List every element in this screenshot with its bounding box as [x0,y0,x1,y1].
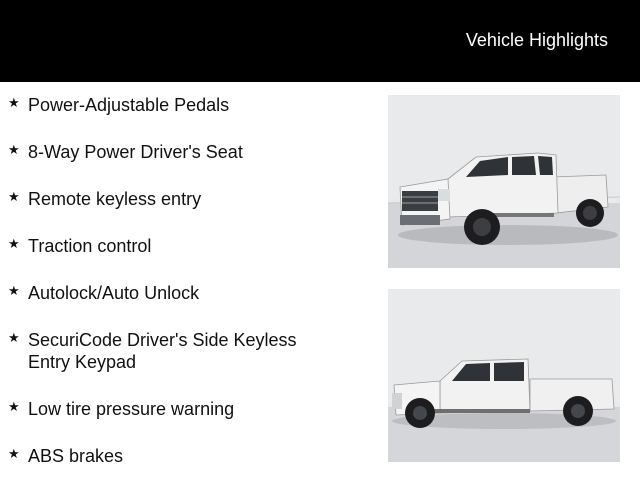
feature-item [8,445,368,467]
feature-label: Power-Adjustable Pedals [28,95,230,115]
feature-label: ABS brakes [28,446,124,466]
star-icon: ★ [8,143,20,158]
feature-label: SecuriCode Driver's Side Keyless Entry Keypad [28,330,297,372]
page-title: Vehicle Highlights [465,30,608,50]
star-icon: ★ [8,237,20,252]
feature-label: Autolock/Auto Unlock [28,283,200,303]
star-icon: ★ [8,284,20,299]
feature-item [8,398,368,420]
truck-side-image [388,289,620,462]
feature-label: Remote keyless entry [28,189,202,209]
header-bar [0,0,640,82]
feature-label: Traction control [28,236,152,256]
feature-label: Low tire pressure warning [28,399,235,419]
feature-label: 8-Way Power Driver's Seat [28,142,243,162]
star-icon: ★ [8,190,20,205]
star-icon: ★ [8,447,20,462]
star-icon: ★ [8,400,20,415]
feature-item [8,282,368,304]
star-icon: ★ [8,331,20,346]
feature-item [8,94,368,116]
star-icon: ★ [8,96,20,111]
feature-list [8,94,368,492]
vehicle-photo-side[interactable] [388,289,620,462]
vehicle-photo-front[interactable] [388,95,620,268]
feature-item [8,235,368,257]
feature-item [8,141,368,163]
truck-front-image [388,95,620,268]
feature-item [8,329,318,373]
feature-item [8,188,368,210]
